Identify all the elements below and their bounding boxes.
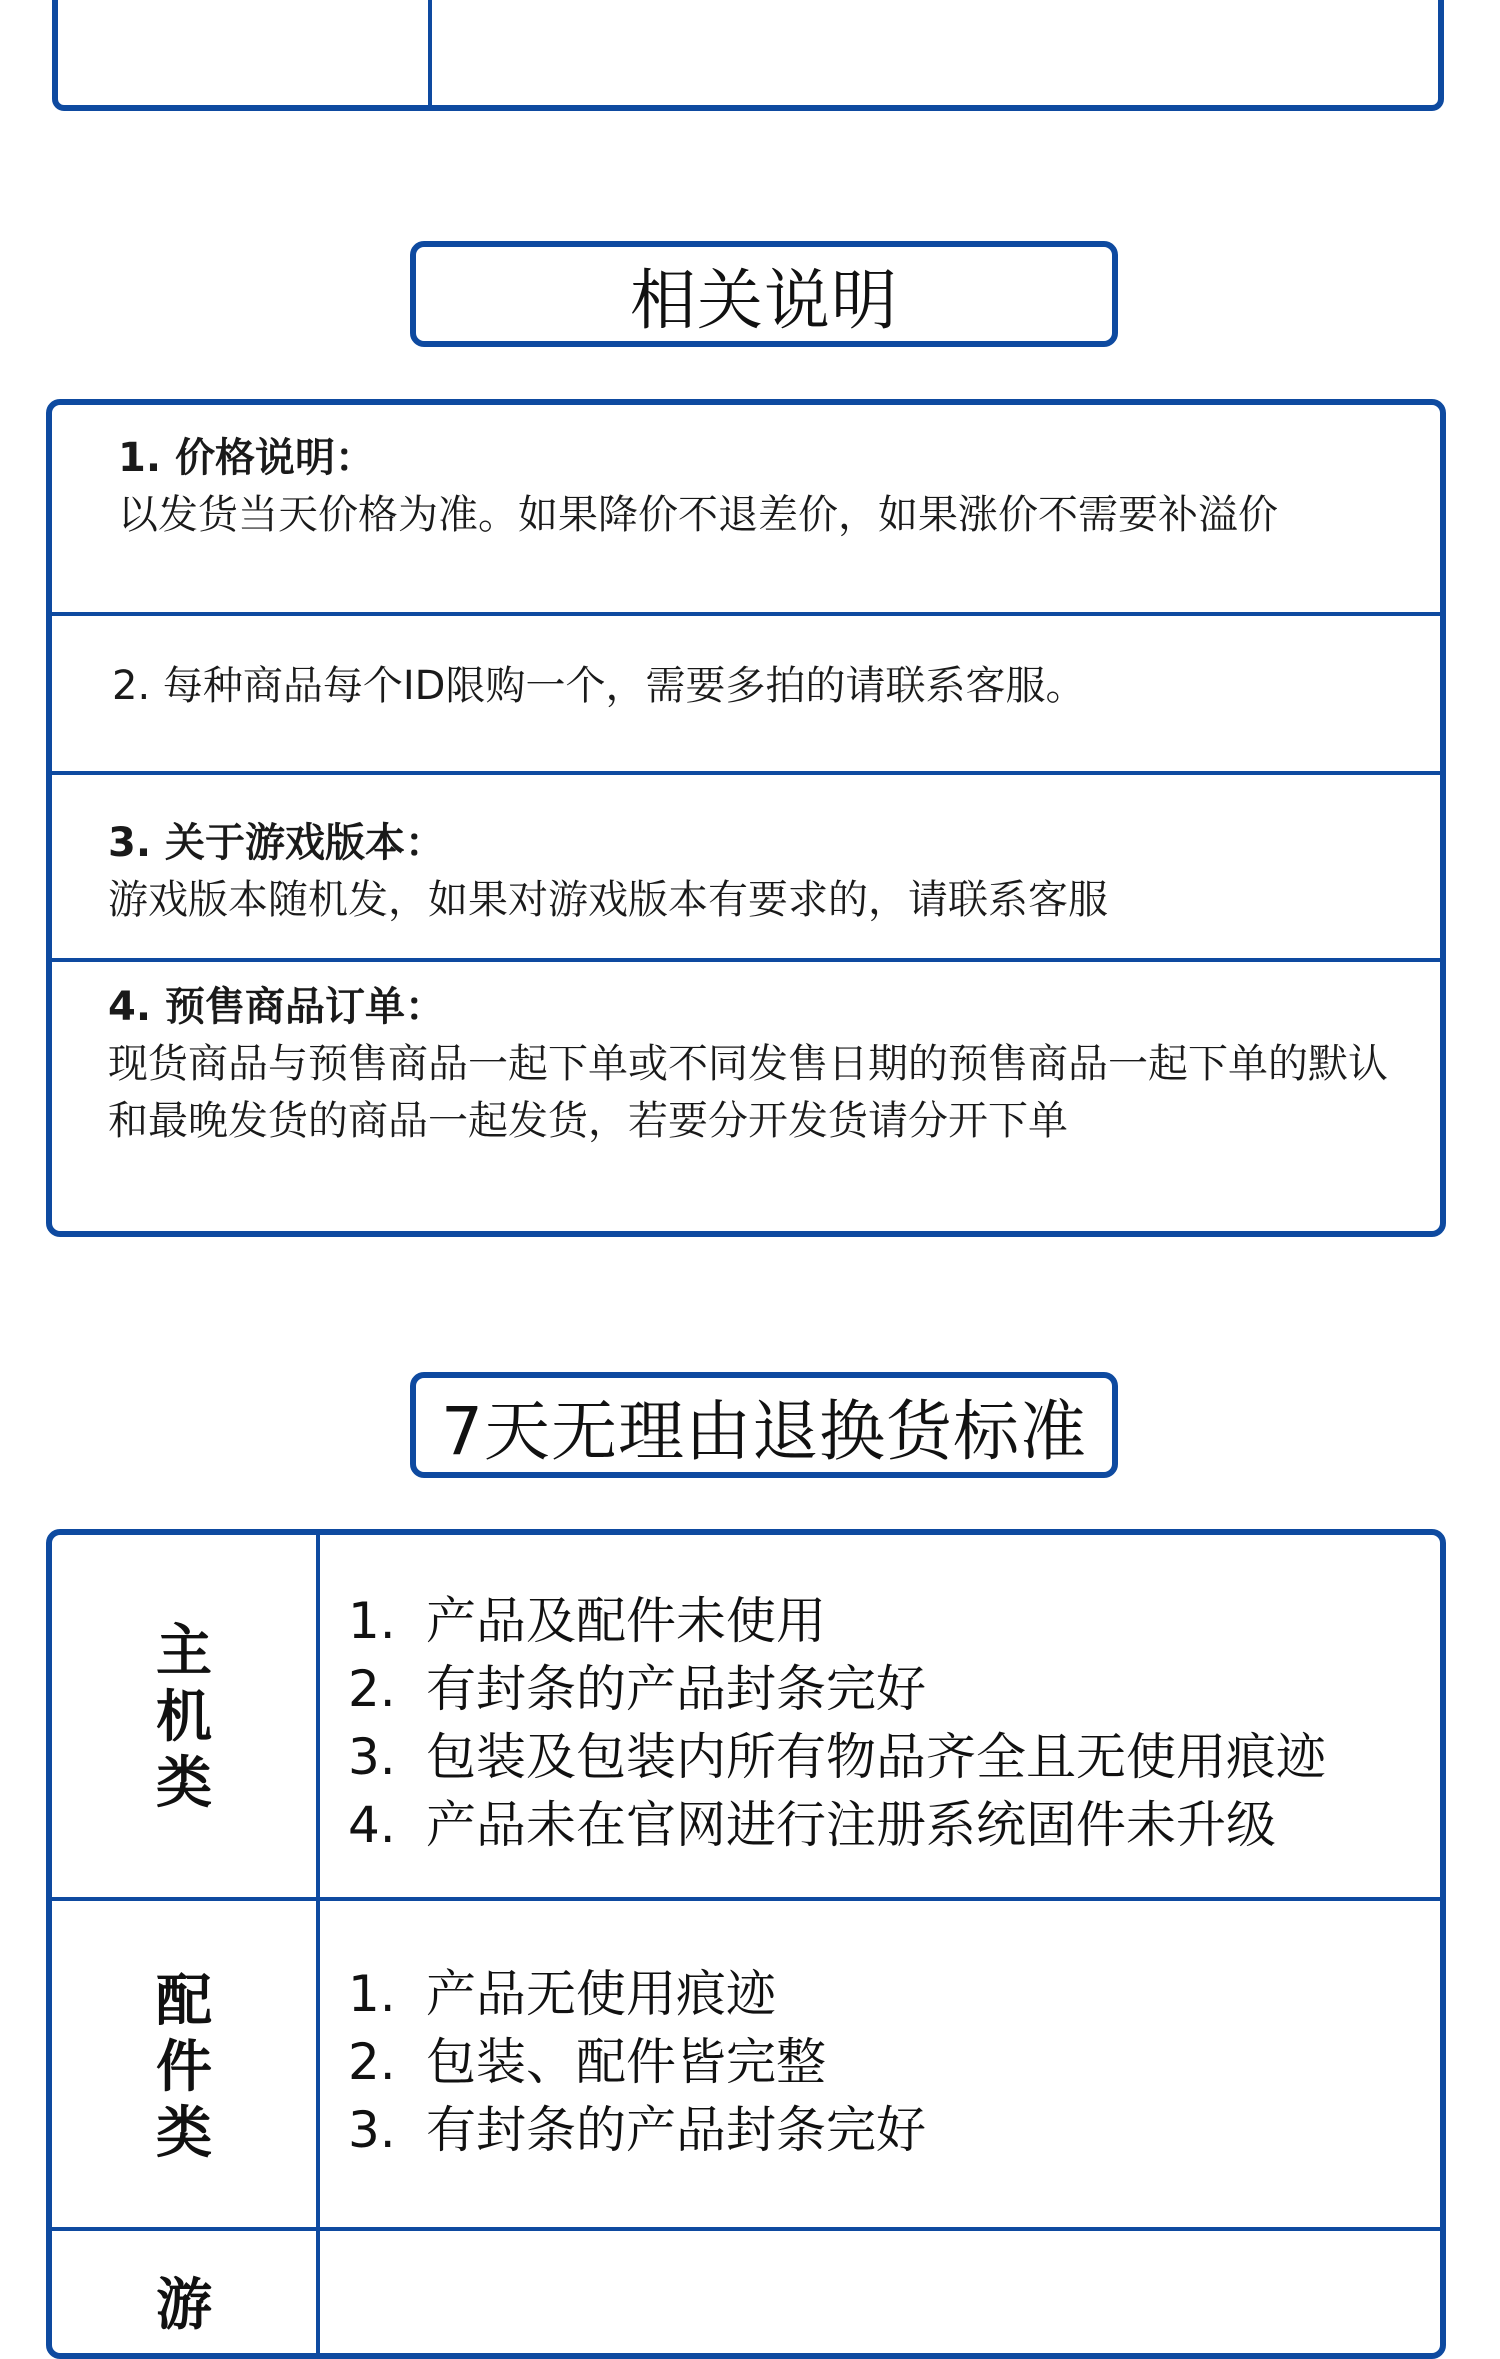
returns-table-row-divider — [52, 1897, 1440, 1901]
note-game-version-heading: 3. 关于游戏版本： — [108, 820, 445, 866]
note-preorder-body: 现货商品与预售商品一起下单或不同发售日期的预售商品一起下单的默认和最晚发货的商品一起发货，若要分开发货请分开下单 — [108, 1041, 1388, 1144]
notes-divider — [52, 958, 1440, 962]
accessories-criteria-list — [348, 1960, 1430, 2164]
item-number: 4. — [348, 1796, 396, 1854]
list-item — [348, 1791, 1430, 1859]
list-item — [348, 1655, 1430, 1723]
item-number: 2. — [348, 2033, 396, 2091]
category-char: 类 — [156, 1751, 212, 1816]
note-price — [52, 430, 1440, 544]
note-price-heading: 1. 价格说明： — [118, 435, 375, 481]
note-purchase-limit-body: 2. 每种商品每个ID限购一个，需要多拍的请联系客服。 — [112, 663, 1086, 709]
category-accessories — [52, 1943, 316, 2193]
item-text: 包装、配件皆完整 — [426, 2033, 826, 2091]
note-purchase-limit — [52, 658, 1440, 715]
category-char: 游 — [156, 2273, 212, 2338]
list-item — [348, 1587, 1430, 1655]
returns-table-row-divider — [52, 2227, 1440, 2231]
note-preorder — [52, 979, 1440, 1150]
item-number: 3. — [348, 2101, 396, 2159]
previous-table-bottom — [52, 0, 1444, 111]
note-game-version — [52, 815, 1440, 929]
category-games — [52, 2273, 316, 2359]
returns-table — [46, 1529, 1446, 2359]
category-char: 主 — [156, 1619, 212, 1684]
item-text: 包装及包装内所有物品齐全且无使用痕迹 — [426, 1728, 1326, 1786]
category-char: 配 — [156, 1969, 212, 2034]
item-number: 1. — [348, 1592, 396, 1650]
item-text: 有封条的产品封条完好 — [426, 2101, 926, 2159]
category-console — [52, 1593, 316, 1843]
notes-section-title: 相关说明 — [410, 241, 1118, 347]
category-char: 机 — [156, 1685, 212, 1750]
item-text: 产品无使用痕迹 — [426, 1965, 776, 2023]
note-price-body: 以发货当天价格为准。如果降价不退差价，如果涨价不需要补溢价 — [118, 492, 1278, 538]
item-text: 有封条的产品封条完好 — [426, 1660, 926, 1718]
category-char: 类 — [156, 2101, 212, 2166]
previous-table-column-divider — [428, 0, 432, 105]
list-item — [348, 2096, 1430, 2164]
list-item — [348, 1960, 1430, 2028]
item-number: 1. — [348, 1965, 396, 2023]
note-game-version-body: 游戏版本随机发，如果对游戏版本有要求的，请联系客服 — [108, 877, 1108, 923]
list-item — [348, 2028, 1430, 2096]
console-criteria-list — [348, 1587, 1430, 1859]
item-number: 2. — [348, 1660, 396, 1718]
category-char: 件 — [156, 2035, 212, 2100]
notes-divider — [52, 612, 1440, 616]
item-text: 产品及配件未使用 — [426, 1592, 826, 1650]
note-preorder-heading: 4. 预售商品订单： — [108, 984, 445, 1030]
returns-section-title: 7天无理由退换货标准 — [410, 1372, 1118, 1478]
item-number: 3. — [348, 1728, 396, 1786]
item-text: 产品未在官网进行注册系统固件未升级 — [426, 1796, 1276, 1854]
list-item — [348, 1723, 1430, 1791]
notes-box — [46, 399, 1446, 1237]
notes-divider — [52, 771, 1440, 775]
